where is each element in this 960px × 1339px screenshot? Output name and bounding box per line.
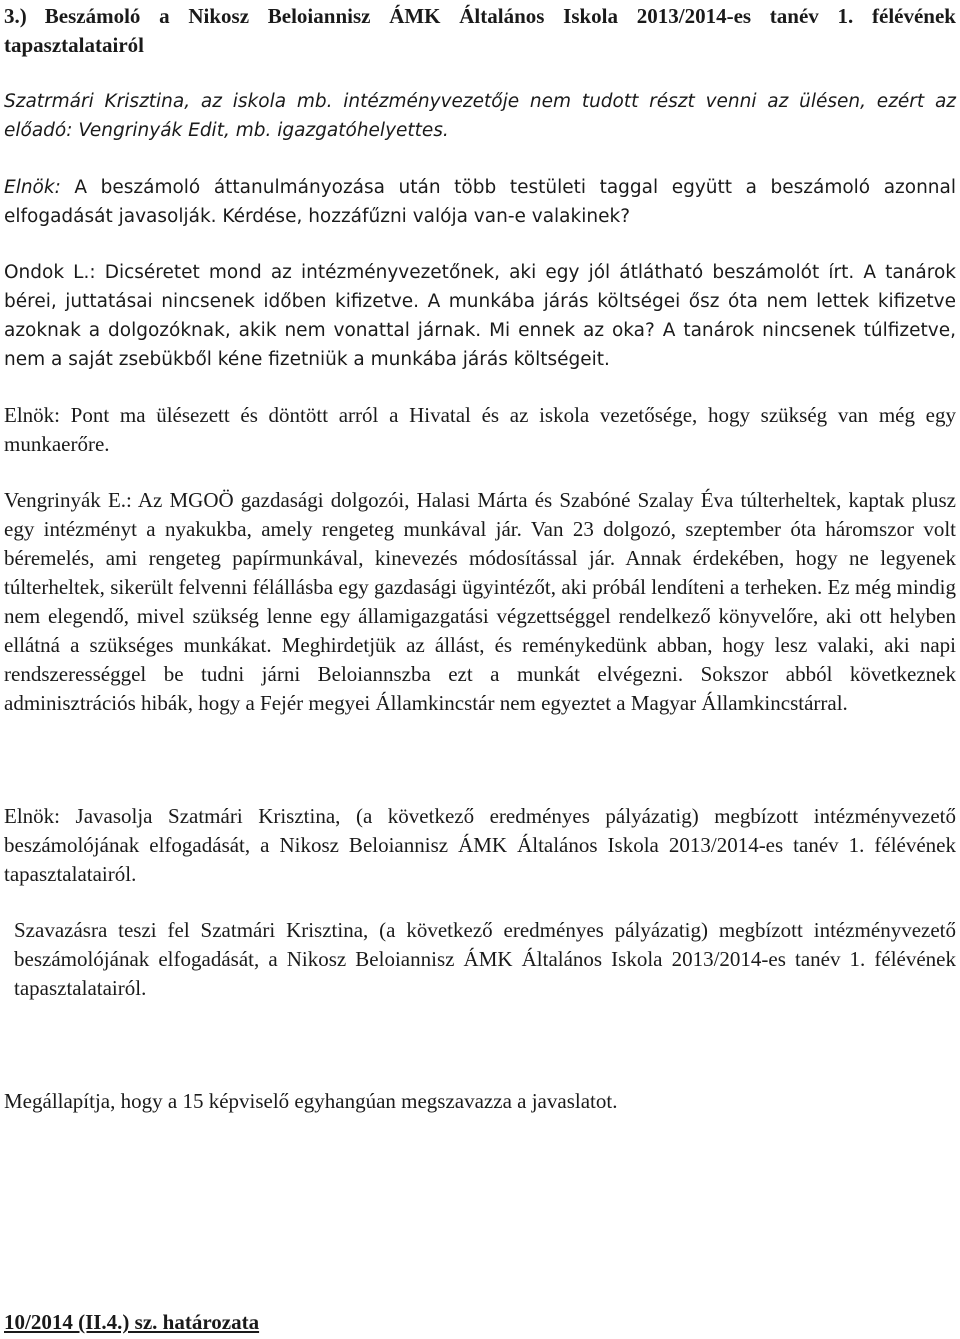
speaker-label: Elnök: [4, 177, 61, 198]
speaker-label: Vengrinyák E.: [4, 488, 132, 512]
speech-text: Pont ma ülésezett és döntött arról a Hivatal és az iskola vezetősége, hogy szükség van még egy munkaerőre. [4, 403, 956, 456]
speaker-label: Elnök: [4, 804, 60, 828]
agenda-title: Beszámoló a Nikosz Beloiannisz ÁMK Általános Iskola 2013/2014-es tanév 1. félévének tapasztalatairól [4, 4, 956, 57]
paragraph-ondok [4, 258, 956, 374]
result-text: Megállapítja, hogy a 15 képviselő egyhangúan megszavazza a javaslatot. [4, 1089, 618, 1113]
paragraph-vote [4, 916, 956, 1003]
speech-text: Dicséretet mond az intézményvezetőnek, aki egy jól átlátható beszámolót írt. A tanárok bérei, juttatásai nincsenek időben kifizetve. A munkába járás költségei ősz óta nem lettek kifizetve azoknak a dolgozóknak, akik nem vonattal járnak. Mi ennek az oka? A tanárok nincsenek túlfizetve, nem a saját zsebükből kéne fizetniük a munkába járás költségeit. [4, 262, 956, 370]
speaker-label: Ondok L.: [4, 262, 96, 283]
resolution-title: 10/2014 (II.4.) sz. határozata [4, 1310, 260, 1334]
speaker-label: Elnök: [4, 403, 60, 427]
vote-text: Szavazásra teszi fel Szatmári Krisztina, (a következő eredményes pályázatig) megbízott intézményvezető beszámolójának elfogadását, a Nikosz Beloiannisz ÁMK Általános Iskola 2013/2014-es tanév 1. félévének tapasztalatairól. [14, 918, 956, 1000]
speech-text: Az MGOÖ gazdasági dolgozói, Halasi Márta és Szabóné Szalay Éva túlterheltek, kaptak plusz egy intézményt a nyakukba, amely rengeteg munkával jár. Van 23 dolgozó, szeptember óta háromszor volt béremelés, ami rengeteg papírmunkával, kinevezés módosítással jár. Annak érdekében, hogy ne legyenek túlterheltek, sikerült felvenni félállásba egy gazdasági ügyintézőt, aki próbál lendíteni a terheken. Ez még mindig nem elegendő, mivel szükség lenne egy államigazgatási végzettséggel rendelkező könyvelőre, aki ott helyben ellátná a szükséges munkákat. Meghirdetjük az állást, és reménykedünk abban, hogy lesz valaki, aki napi rendszerességgel be tudni járni Beloiannszba ezt a munkát elvégezni. Sokszor abból következnek adminisztrációs hibák, hogy a Fejér megyei Államkincstár nem egyeztet a Magyar Államkincstárral. [4, 488, 956, 715]
speech-text: Javasolja Szatmári Krisztina, (a következő eredményes pályázatig) megbízott intézményvezető beszámolójának elfogadását, a Nikosz Beloiannisz ÁMK Általános Iskola 2013/2014-es tanév 1. félévének tapasztalatairól. [4, 804, 956, 886]
paragraph-vengrinyak [4, 486, 956, 718]
agenda-heading [4, 2, 956, 60]
paragraph-chair-2 [4, 401, 956, 459]
paragraph-chair-1 [4, 173, 956, 231]
paragraph-presenter-note [4, 87, 956, 145]
paragraph-chair-proposal [4, 802, 956, 889]
paragraph-result [4, 1087, 956, 1116]
speech-text: A beszámoló áttanulmányozása után több testületi taggal együtt a beszámoló azonnal elfogadását javasolják. Kérdése, hozzáfűzni valója van-e valakinek? [4, 177, 956, 227]
agenda-number: 3.) [4, 4, 27, 28]
presenter-note-text: Szatrmári Krisztina, az iskola mb. intézményvezetője nem tudott részt venni az ülésen, ezért az előadó: Vengrinyák Edit, mb. igazgatóhelyettes. [4, 91, 956, 141]
